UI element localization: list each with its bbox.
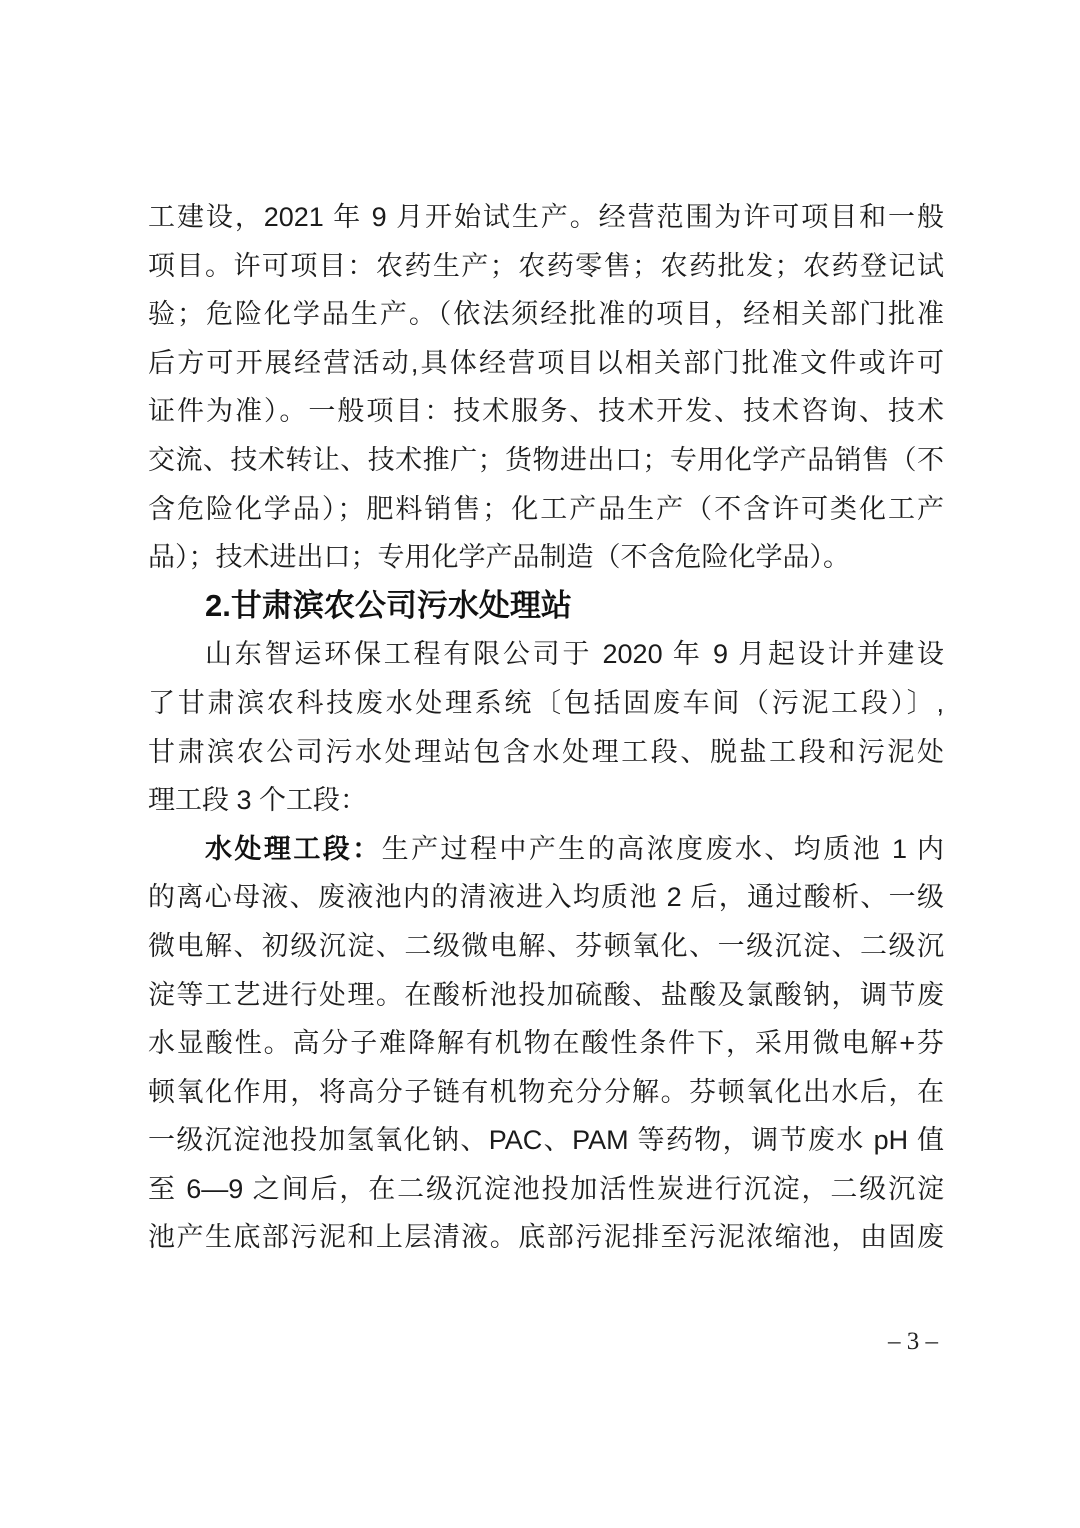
document-body	[148, 193, 944, 1262]
text-line-13: 理工段 3 个工段：	[148, 785, 368, 816]
page-number: – 3 –	[888, 1328, 938, 1355]
text-line-14-rest: 生产过程中产生的高浓度废水、均质池 1 内	[381, 833, 944, 864]
text-line-14	[148, 825, 944, 874]
text-line-3: 验；危险化学品生产。（依法须经批准的项目，经相关部门批准	[148, 299, 944, 330]
text-line-6: 交流、技术转让、技术推广；货物进出口；专用化学产品销售（不	[148, 444, 944, 475]
text-line-15: 的离心母液、废液池内的清液进入均质池 2 后，通过酸析、一级	[148, 882, 944, 913]
text-line-22: 池产生底部污泥和上层清液。底部污泥排至污泥浓缩池，由固废	[148, 1222, 944, 1253]
text-line-5: 证件为准）。一般项目：技术服务、技术开发、技术咨询、技术	[148, 396, 944, 427]
text-line-12: 甘肃滨农公司污水处理站包含水处理工段、脱盐工段和污泥处	[148, 736, 944, 767]
text-line-7: 含危险化学品）；肥料销售；化工产品生产（不含许可类化工产	[148, 493, 944, 524]
subsection-label-water-treatment: 水处理工段：	[205, 833, 382, 864]
text-line-10: 山东智运环保工程有限公司于 2020 年 9 月起设计并建设	[205, 639, 944, 670]
text-line-16: 微电解、初级沉淀、二级微电解、芬顿氧化、一级沉淀、二级沉	[148, 930, 944, 961]
text-line-11: 了甘肃滨农科技废水处理系统〔包括固废车间（污泥工段）〕,	[148, 687, 944, 718]
text-line-8: 品）；技术进出口；专用化学产品制造（不含危险化学品）。	[148, 542, 850, 573]
text-line-1: 工建设，2021 年 9 月开始试生产。经营范围为许可项目和一般	[148, 202, 944, 232]
text-line-20: 一级沉淀池投加氢氧化钠、PAC、PAM 等药物，调节废水 pH 值	[148, 1125, 944, 1156]
text-line-21: 至 6—9 之间后，在二级沉淀池投加活性炭进行沉淀，二级沉淀	[148, 1173, 944, 1204]
text-line-18: 水显酸性。高分子难降解有机物在酸性条件下，采用微电解+芬	[148, 1028, 944, 1059]
page-footer	[148, 1324, 938, 1360]
text-line-2: 项目。许可项目：农药生产；农药零售；农药批发；农药登记试	[148, 250, 944, 281]
text-line-4: 后方可开展经营活动,具体经营项目以相关部门批准文件或许可	[148, 347, 944, 378]
text-line-19: 顿氧化作用，将高分子链有机物充分分解。芬顿氧化出水后，在	[148, 1076, 944, 1107]
section-heading: 2.甘肃滨农公司污水处理站	[205, 587, 572, 623]
text-line-17: 淀等工艺进行处理。在酸析池投加硫酸、盐酸及氯酸钠，调节废	[148, 979, 944, 1010]
